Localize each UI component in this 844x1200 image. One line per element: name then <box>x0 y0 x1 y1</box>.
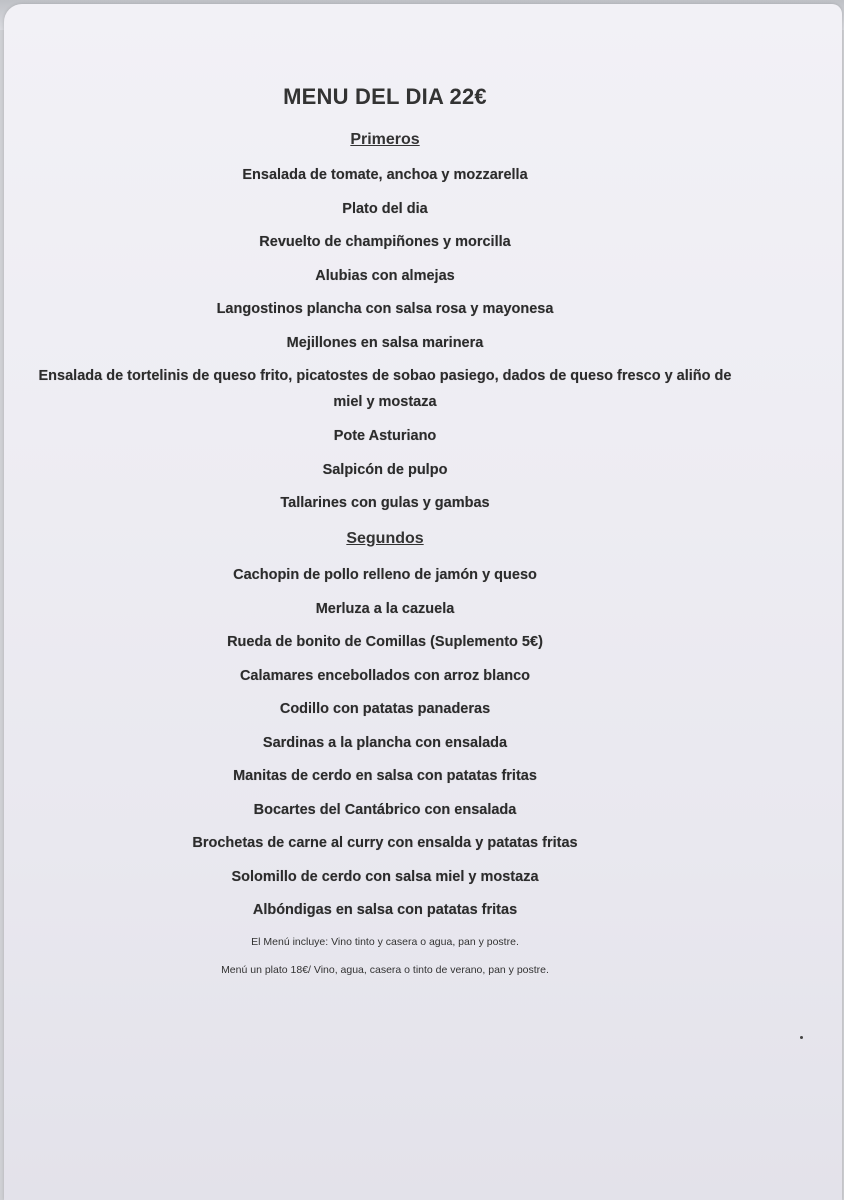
menu-item: Mejillones en salsa marinera <box>286 334 484 351</box>
section-heading-primeros: Primeros <box>350 131 420 148</box>
menu-item: Plato del dia <box>342 200 428 217</box>
menu-item: Tallarines con gulas y gambas <box>280 495 490 511</box>
menu-item: Salpicón de pulpo <box>322 461 448 478</box>
primeros-list <box>0 166 770 528</box>
menu-item: Solomillo de cerdo con salsa miel y mostaza <box>231 868 539 885</box>
menu-item: Ensalada de tortelinis de queso frito, picatostes de sobao pasiego, dados de queso fresco y aliño de miel y mostaza <box>38 368 732 410</box>
menu-item: Alubias con almejas <box>315 267 455 284</box>
menu-item: Ensalada de tomate, anchoa y mozzarella <box>242 167 528 183</box>
menu-item: Albóndigas en salsa con patatas fritas <box>252 902 518 918</box>
menu-item: Manitas de cerdo en salsa con patatas fritas <box>233 768 537 784</box>
menu-item: Codillo con patatas panaderas <box>279 701 491 717</box>
menu-item: Revuelto de champiñones y morcilla <box>259 234 511 250</box>
menu-item: Brochetas de carne al curry con ensalda y patatas fritas <box>192 835 578 851</box>
menu-item: Merluza a la cazuela <box>315 600 455 617</box>
menu-title: MENU DEL DIA 22€ <box>283 84 487 109</box>
menu-item: Bocartes del Cantábrico con ensalada <box>253 801 517 818</box>
single-dish-note: Menú un plato 18€/ Vino, agua, casera o tinto de verano, pan y postre. <box>221 964 549 976</box>
menu-includes-note: El Menú incluye: Vino tinto y casera o agua, pan y postre. <box>251 936 519 948</box>
menu-item: Pote Asturiano <box>333 428 437 444</box>
menu-item: Rueda de bonito de Comillas (Suplemento 5€) <box>227 634 543 650</box>
menu-item: Cachopin de pollo relleno de jamón y queso <box>233 567 537 583</box>
paper-speck <box>800 1036 803 1039</box>
menu-item: Calamares encebollados con arroz blanco <box>239 667 531 684</box>
segundos-list <box>0 566 770 935</box>
section-heading-segundos: Segundos <box>346 530 424 547</box>
menu-item: Sardinas a la plancha con ensalada <box>262 734 508 751</box>
menu-item: Langostinos plancha con salsa rosa y mayonesa <box>216 301 554 317</box>
